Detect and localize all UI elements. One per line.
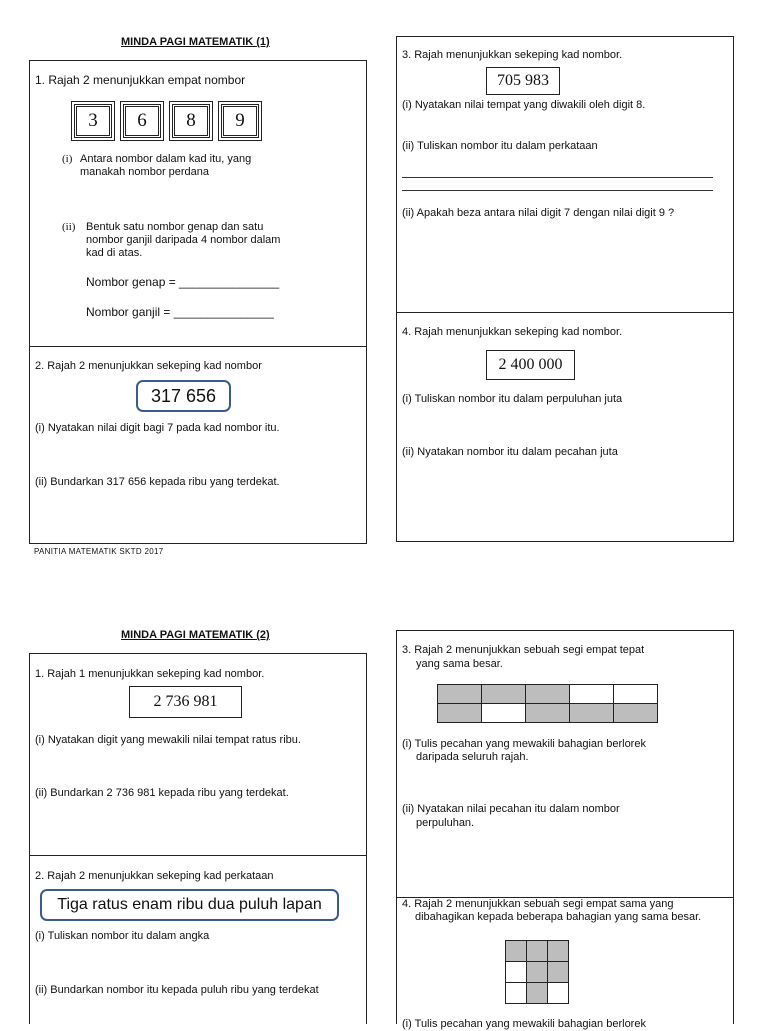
sheet2-title: MINDA PAGI MATEMATIK (2) (121, 629, 270, 641)
sheet1-title: MINDA PAGI MATEMATIK (1) (121, 36, 270, 48)
square-grid-cell-1-2 (547, 961, 569, 983)
s2-q1-number-card: 2 736 981 (129, 686, 242, 718)
rect-grid-cell-1-1 (481, 703, 526, 723)
q1-ii-line1: Bentuk satu nombor genap dan satu (86, 221, 264, 233)
s2-q1-ii: (ii) Bundarkan 2 736 981 kepada ribu yang terdekat. (35, 787, 289, 799)
s2-q2-ii: (ii) Bundarkan nombor itu kepada puluh ribu yang terdekat (35, 984, 319, 996)
digit-card-4: 9 (221, 104, 259, 138)
sheet2-q1-box (29, 653, 367, 856)
rect-grid-cell-0-2 (525, 684, 570, 704)
q3-number-card: 705 983 (486, 67, 560, 95)
s2-q4-i: (i) Tulis pecahan yang mewakili bahagian berlorek (402, 1018, 646, 1030)
s2-q3-i-1: (i) Tulis pecahan yang mewakili bahagian berlorek (402, 738, 646, 750)
square-grid-cell-0-0 (505, 940, 527, 962)
square-grid-cell-0-2 (547, 940, 569, 962)
q3-stem: 3. Rajah menunjukkan sekeping kad nombor. (402, 49, 623, 61)
s2-q2-word-card: Tiga ratus enam ribu dua puluh lapan (40, 889, 339, 921)
s2-q3-rectangle-grid (437, 684, 661, 724)
square-grid-cell-1-1 (526, 961, 548, 983)
s2-q1-i: (i) Nyatakan digit yang mewakili nilai tempat ratus ribu. (35, 734, 301, 746)
sheet2-q3-box (396, 630, 734, 898)
sheet1-footer: PANITIA MATEMATIK SKTD 2017 (34, 547, 164, 556)
q1-i-label: (i) (62, 153, 73, 165)
s2-q4-square-grid (505, 940, 568, 1003)
q3-answer-line-2 (402, 190, 713, 191)
s2-q2-stem: 2. Rajah 2 menunjukkan sekeping kad perkataan (35, 870, 274, 882)
q4-ii: (ii) Nyatakan nombor itu dalam pecahan juta (402, 446, 618, 458)
s2-q3-ii-2: perpuluhan. (416, 817, 475, 829)
rect-grid-cell-1-2 (525, 703, 570, 723)
q3-i: (i) Nyatakan nilai tempat yang diwakili oleh digit 8. (402, 99, 646, 111)
q1-ganjil: Nombor ganjil = _______________ (86, 305, 274, 319)
q2-ii: (ii) Bundarkan 317 656 kepada ribu yang terdekat. (35, 476, 280, 488)
rect-grid-cell-0-1 (481, 684, 526, 704)
rect-grid-cell-0-4 (613, 684, 658, 704)
q2-number-card: 317 656 (136, 380, 231, 412)
s2-q3-stem-1: 3. Rajah 2 menunjukkan sebuah segi empat tepat (402, 644, 645, 656)
q1-ii-line3: kad di atas. (86, 247, 143, 259)
s2-q4-stem-1: 4. Rajah 2 menunjukkan sebuah segi empat sama yang (402, 898, 674, 910)
q1-ii-label: (ii) (62, 221, 76, 233)
q1-ii-line2: nombor ganjil daripada 4 nombor dalam (86, 234, 281, 246)
s2-q3-ii-1: (ii) Nyatakan nilai pecahan itu dalam nombor (402, 803, 620, 815)
sheet1-q3-box (396, 36, 734, 313)
rect-grid-cell-1-4 (613, 703, 658, 723)
s2-q1-stem: 1. Rajah 1 menunjukkan sekeping kad nombor. (35, 668, 265, 680)
rect-grid-cell-1-0 (437, 703, 482, 723)
sheet1-q4-box (396, 312, 734, 542)
q2-i: (i) Nyatakan nilai digit bagi 7 pada kad nombor itu. (35, 422, 280, 434)
q3-iii: (ii) Apakah beza antara nilai digit 7 dengan nilai digit 9 ? (402, 207, 675, 219)
q1-stem: 1. Rajah 2 menunjukkan empat nombor (35, 73, 246, 87)
rect-grid-cell-1-3 (569, 703, 614, 723)
q4-number-card: 2 400 000 (486, 350, 575, 380)
sheet1-q2-box (29, 346, 367, 544)
q3-ii: (ii) Tuliskan nombor itu dalam perkataan (402, 140, 598, 152)
digit-card-1: 3 (74, 104, 112, 138)
q1-i-line2: manakah nombor perdana (80, 166, 210, 178)
square-grid-cell-2-1 (526, 982, 548, 1004)
digit-card-3: 8 (172, 104, 210, 138)
square-grid-cell-0-1 (526, 940, 548, 962)
sheet1-q1-box (29, 60, 367, 347)
s2-q2-i: (i) Tuliskan nombor itu dalam angka (35, 930, 210, 942)
q2-stem: 2. Rajah 2 menunjukkan sekeping kad nombor (35, 360, 262, 372)
q1-genap: Nombor genap = _______________ (86, 275, 280, 289)
q1-i-line1: Antara nombor dalam kad itu, yang (80, 153, 252, 165)
q3-answer-line-1 (402, 177, 713, 178)
digit-card-2: 6 (123, 104, 161, 138)
square-grid-cell-2-2 (547, 982, 569, 1004)
rect-grid-cell-0-3 (569, 684, 614, 704)
s2-q3-i-2: daripada seluruh rajah. (416, 751, 529, 763)
q4-stem: 4. Rajah menunjukkan sekeping kad nombor. (402, 326, 623, 338)
sheet2-q2-box (29, 855, 367, 1024)
q4-i: (i) Tuliskan nombor itu dalam perpuluhan juta (402, 393, 623, 405)
square-grid-cell-2-0 (505, 982, 527, 1004)
s2-q4-stem-2: dibahagikan kepada beberapa bahagian yang sama besar. (415, 911, 702, 923)
square-grid-cell-1-0 (505, 961, 527, 983)
rect-grid-cell-0-0 (437, 684, 482, 704)
s2-q3-stem-2: yang sama besar. (416, 658, 503, 670)
sheet2-q4-box (396, 897, 734, 1030)
